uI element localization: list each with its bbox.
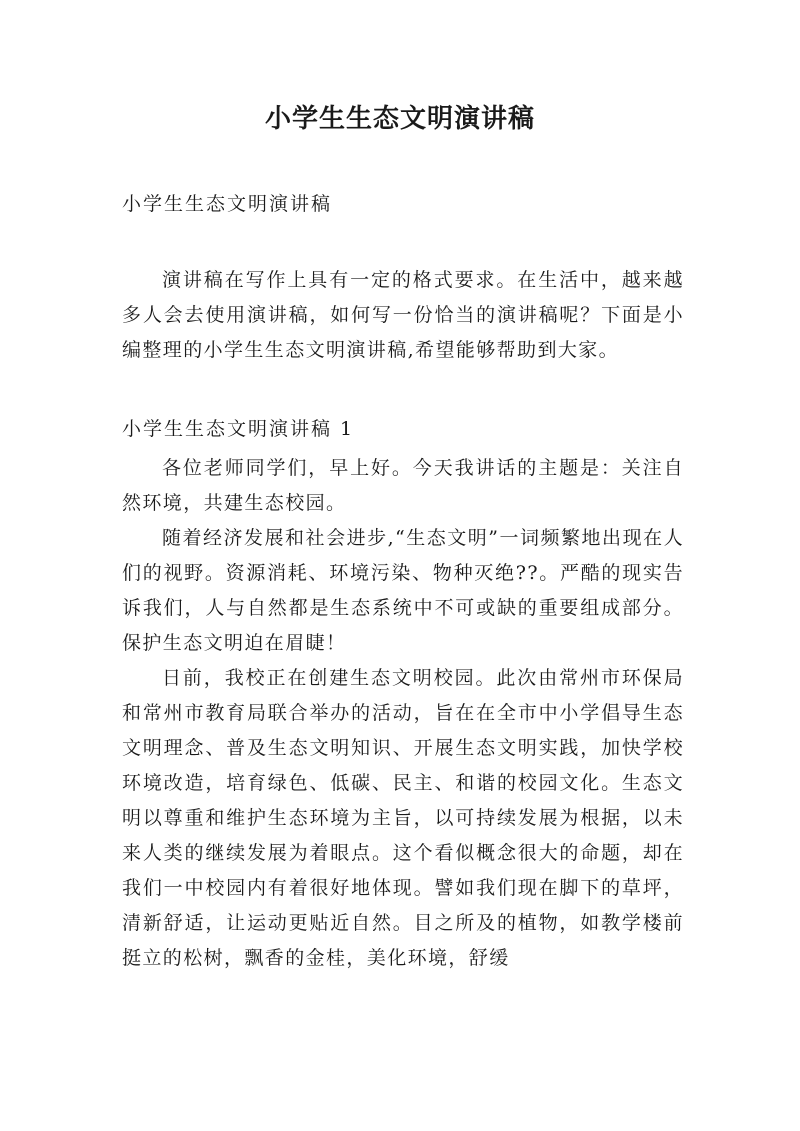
body-paragraph-3: 日前，我校正在创建生态文明校园。此次由常州市环保局和常州市教育局联合举办的活动，旨在在全市中小学倡导生态文明理念、普及生态文明知识、开展生态文明实践，加快学校环境改造，培育绿色、低碳、民主、和谐的校园文化。生态文明以尊重和维护生态环境为主旨，以可持续发展为根据，以未来人类的继续发展为着眼点。这个看似概念很大的命题，却在我们一中校园内有着很好地体现。譬如我们现在脚下的草坪，清新舒适，让运动更贴近自然。目之所及的植物，如教学楼前挺立的松树，飘香的金桂，美化环境，舒缓 bbox=[122, 667, 684, 969]
intro-paragraph: 演讲稿在写作上具有一定的格式要求。在生活中，越来越多人会去使用演讲稿，如何写一份恰当的演讲稿呢？下面是小编整理的小学生生态文明演讲稿,希望能够帮助到大家。 bbox=[122, 269, 684, 361]
document-subtitle: 小学生生态文明演讲稿 bbox=[122, 193, 333, 215]
body-paragraph-1: 各位老师同学们，早上好。今天我讲话的主题是：关注自然环境，共建生态校园。 bbox=[122, 457, 684, 514]
section-heading: 小学生生态文明演讲稿 1 bbox=[122, 418, 355, 440]
body-paragraph-2: 随着经济发展和社会进步,“生态文明”一词频繁地出现在人们的视野。资源消耗、环境污染、物种灭绝??。严酷的现实告诉我们，人与自然都是生态系统中不可或缺的重要组成部分。保护生态文明迫在眉睫！ bbox=[122, 527, 684, 654]
document-title: 小学生生态文明演讲稿 bbox=[264, 104, 535, 134]
speech-body bbox=[122, 451, 684, 976]
